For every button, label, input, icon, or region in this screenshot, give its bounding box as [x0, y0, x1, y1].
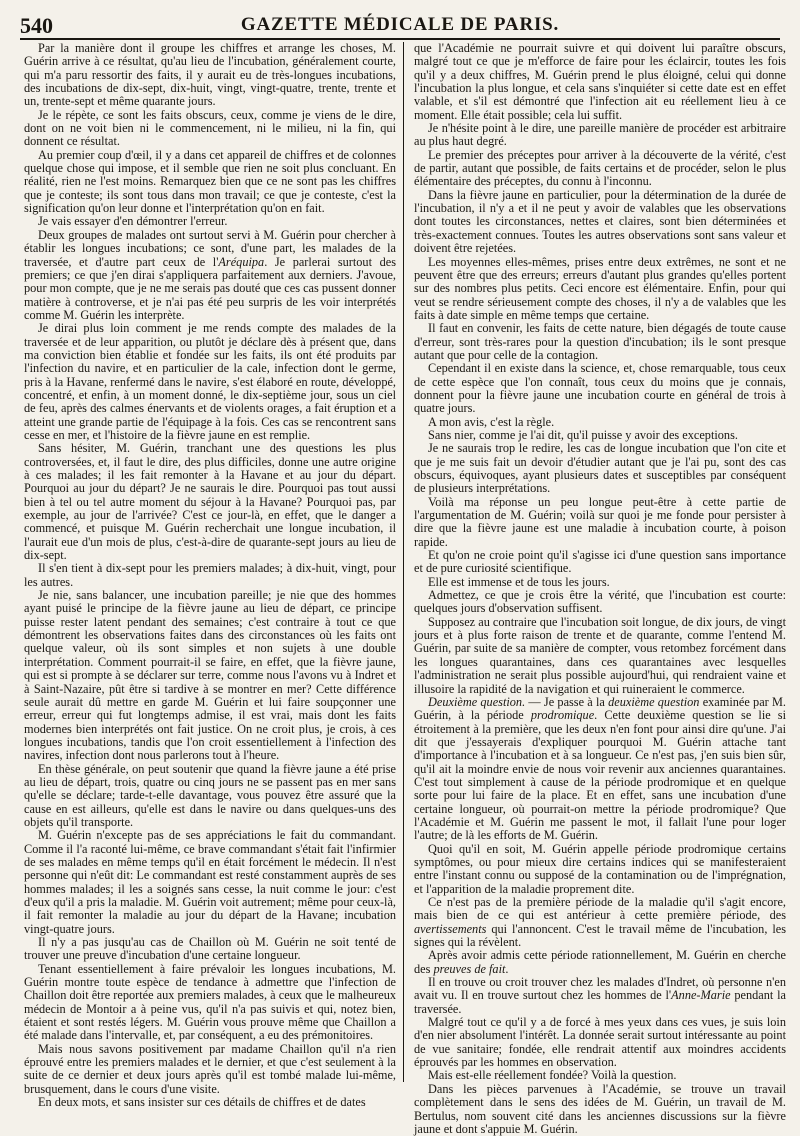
- paragraph: [24, 562, 396, 589]
- paragraph-text: .: [505, 961, 509, 976]
- paragraph: [24, 763, 396, 830]
- paragraph: [24, 963, 396, 1043]
- paragraph: [414, 149, 786, 189]
- paragraph-text: Il faut en convenir, les faits de cette nature, bien dégagés de toute cause d'erreur, sont très-rares pour la question d'incubation; ils le sont presque autant que pour celle de la contagion.: [414, 321, 786, 362]
- page-header: [20, 12, 780, 40]
- paragraph-text: Mais nous savons positivement par madame Chaillon qu'il n'a rien éprouvé entre les premiers malades et le dernier, et que c'est seulement à la suite de ce dernier et deux jours après qu'il est tombé malade lui-même, brusquement, dans le cours d'une visite.: [24, 1041, 396, 1096]
- paragraph: [24, 1096, 396, 1109]
- paragraph: [414, 122, 786, 149]
- paragraph-text: Dans la fièvre jaune en particulier, pour la détermination de la durée de l'incubation, il n'y a et il ne peut y avoir de valables que les observations dont toutes les circonstances, nettes et claires, sont bien déterminées et très-exactement connues. Toutes les autres observations sont sans valeur et doivent être rejetées.: [414, 187, 786, 256]
- paragraph-text: Par la manière dont il groupe les chiffres et arrange les choses, M. Guérin arrive à ce résultat, qu'au lieu de l'incubation, généralement courte, qui m'a paru ressortir des faits, il y aurait eu de très-longues incubations, des incubations de dix-sept, dix-huit, vingt, vingt-quatre, trente, trente et un, trente-sept et même quarante jours.: [24, 41, 396, 109]
- italic-text: deuxième question: [608, 694, 700, 709]
- left-text-column: [24, 41, 396, 1110]
- paragraph: [414, 442, 786, 495]
- paragraph: [414, 322, 786, 362]
- paragraph-text: Et qu'on ne croie point qu'il s'agisse ici d'une question sans importance et de pure curiosité scientifique.: [414, 548, 786, 576]
- paragraph: [414, 1069, 786, 1082]
- paragraph-text: Je ne saurais trop le redire, les cas de longue incubation que l'on cite et que je me suis fait un devoir d'étudier autant que je l'ai pu, sont des cas obscurs, équivoques, ayant plusieurs dates et susceptibles par conséquent de plusieurs interprétations.: [414, 441, 786, 496]
- paragraph-text: Dans les pièces parvenues à l'Académie, se trouve un travail complètement dans le sens des idées de M. Guérin, un travail de M. Bertulus, nom souvent cité dans les anciennes discussions sur la fièvre jaune et dont s'appuie M. Guérin.: [414, 1081, 786, 1136]
- right-text-column: [414, 41, 786, 1136]
- paragraph: [24, 1043, 396, 1096]
- paragraph: [24, 215, 396, 228]
- paragraph-text: . Je parlerai surtout des premiers; ce que j'en dirai s'appliquera parfaitement aux derniers. J'avoue, pour mon compte, que je ne me serais pas douté que ces cas pussent donner matière à controverse, et je n'ai pas été peu surpris de les voir interprétés comme M. Guérin les interprète.: [24, 254, 396, 322]
- paragraph-text: Ce n'est pas de la première période de la maladie qu'il s'agit encore, mais bien de ce qui est antérieur à cette première période, des: [414, 895, 786, 923]
- paragraph-text: Je vais essayer d'en démontrer l'erreur.: [38, 214, 228, 229]
- paragraph-text: Mais est-elle réellement fondée? Voilà la question.: [428, 1068, 677, 1083]
- paragraph-text: examinée par M. Guérin, à la période: [414, 694, 786, 723]
- paragraph-text: Il en trouve ou croit trouver chez les malades d'Indret, où personne n'en avait vu. Il en trouve surtout chez les hommes de l': [414, 975, 786, 1003]
- paragraph-text: En deux mots, et sans insister sur ces détails de chiffres et de dates: [38, 1095, 366, 1110]
- italic-heading: Deuxième question.: [428, 694, 526, 709]
- paragraph: [24, 149, 396, 216]
- paragraph: [24, 829, 396, 936]
- paragraph-text: Malgré tout ce qu'il y a de forcé à mes yeux dans ces vues, je suis loin d'en nier absolument l'intérêt. La donnée serait surtout intéressante au point de vue sanitaire; fondée, elle rendrait attentif aux moindres accidents éprouvés par les hommes en observation.: [414, 1015, 786, 1070]
- column-divider: [403, 42, 404, 1082]
- paragraph-text: Je dirai plus loin comment je me rends compte des malades de la traversée et de leur apparition, ou plutôt je déclare dès à présent que, dans ma conviction bien établie et fondée sur les faits, ils ont été produits par l'infection du navire, et en particulier de la cale, infection dont le germe, pris à la Havane, renfermé dans le navire, s'est élaboré en route, développé, concentré, et enfin, à un moment donné, le dix-septième jour, sous un ciel de feu, après des calmes énervants et de violents orages, a fait éruption et a atteint une grande partie de l'équipage à la fois. Ces cas se rencontrent sans cesse en mer, et l'histoire de la fièvre jaune en est remplie.: [24, 321, 396, 442]
- paragraph: [414, 42, 786, 122]
- paragraph-text: Quoi qu'il en soit, M. Guérin appelle période prodromique certains symptômes, ou pour mieux dire certains indices qui se manifesteraient entre l'instant connu ou supposé de la contamination ou de l'imprégnation, et l'apparition de la maladie proprement dite.: [414, 841, 786, 896]
- italic-text: Aréquipa: [218, 254, 265, 269]
- paragraph-text: Voilà ma réponse un peu longue peut-être à cette partie de l'argumentation de M. Guérin; voilà sur quoi je me fonde pour persister à dire que la fièvre jaune est une maladie à incubation courte, à poison rapide.: [414, 494, 786, 549]
- paragraph-text: Il n'y a pas jusqu'au cas de Chaillon où M. Guérin ne soit tenté de trouver une preuve d'incubation d'une certaine longueur.: [24, 935, 396, 963]
- paragraph: [414, 416, 786, 429]
- paragraph: [24, 109, 396, 149]
- paragraph: [414, 496, 786, 549]
- paragraph-text: Il s'en tient à dix-sept pour les premiers malades; à dix-huit, vingt, pour les autres.: [24, 561, 396, 589]
- paragraph: [24, 442, 396, 562]
- paragraph: [24, 42, 396, 109]
- paragraph: [414, 1016, 786, 1069]
- paragraph: [414, 589, 786, 616]
- paragraph-text: pendant la traversée.: [414, 988, 786, 1016]
- paragraph: [414, 362, 786, 415]
- paragraph-text: . Cette deuxième question se lie si étroitement à la première, que les deux n'en font pour ainsi dire qu'une. J'ai dit que j'essayerais d'expliquer pourquoi M. Guérin attache tant d'importance à l'incubation et à sa longueur. Ce n'est pas, j'en suis bien sûr, qu'il ait la moindre envie de nous voir revenir aux anciennes quarantaines. C'est tout simplement à cause de la période prodromique et en quelque sorte pour lui faire de la place. Et en effet, sans une incubation d'une certaine longueur, où pourrait-on mettre la période prodromique? Que l'Académie et M. Guérin me passent le mot, il fallait l'une pour loger l'autre; de là les efforts de M. Guérin.: [414, 708, 786, 843]
- paragraph: [24, 322, 396, 442]
- paragraph: [24, 229, 396, 322]
- paragraph: [414, 976, 786, 1016]
- paragraph: [414, 189, 786, 256]
- paragraph-text: Après avoir admis cette période rationnellement, M. Guérin en cherche des: [414, 948, 786, 976]
- paragraph: [414, 256, 786, 323]
- paragraph-text: que l'Académie ne pourrait suivre et qui doivent lui paraître obscurs, malgré tout ce que je m'efforce de faire pour les éclaircir, toutes les fois qu'il y a deux chiffres, M. Guérin prend le plus éloigné, celui qui donne l'incubation la plus longue, et cela sans s'inquiéter si cette date est en effet valable, et s'il est démontré que l'infection ait eu réellement lieu à ce moment. Elle était possible; cela lui suffit.: [414, 41, 786, 122]
- paragraph: [414, 576, 786, 589]
- paragraph: [414, 949, 786, 976]
- paragraph-text: Elle est immense et de tous les jours.: [428, 574, 610, 589]
- paragraph: [414, 896, 786, 949]
- paragraph-text: Sans nier, comme je l'ai dit, qu'il puisse y avoir des exceptions.: [428, 427, 738, 442]
- italic-text: Anne-Marie: [671, 988, 731, 1003]
- paragraph-text: Je le répète, ce sont les faits obscurs, ceux, comme je viens de le dire, dont on ne voit bien ni le commencement, ni le milieu, ni la fin, qui donnent ce résultat.: [24, 107, 396, 149]
- paragraph: [24, 936, 396, 963]
- italic-text: prodromique: [530, 708, 595, 723]
- paragraph-text: qui l'annoncent. C'est le travail même de l'incubation, les signes qui la révèlent.: [414, 921, 786, 950]
- paragraph: [414, 1083, 786, 1136]
- paragraph-text: Admettez, ce que je crois être la vérité, que l'incubation est courte: quelques jours d'observation suffisent.: [414, 588, 786, 616]
- italic-text: preuves de fait: [433, 961, 506, 976]
- paragraph-text: En thèse générale, on peut soutenir que quand la fièvre jaune a été prise au lieu de départ, trois, quatre ou cinq jours ne se passent pas en mer sans qu'elle se déclare; tarde-t-elle davantage, vous pouvez être assuré que la cause en est ailleurs, qu'elle est dans le navire ou dans quelques-uns des objets qu'il transporte.: [24, 761, 396, 829]
- paragraph-text: A mon avis, c'est la règle.: [428, 414, 555, 429]
- gazette-title: GAZETTE MÉDICALE DE PARIS.: [240, 14, 560, 35]
- paragraph-text: M. Guérin n'excepte pas de ses appréciations le fait du commandant. Comme il l'a raconté lui-même, ce brave commandant s'était fait l'infirmier de ses malades en même temps qu'il en était forcément le médecin. Il n'est personne qui n'eût dit: Le commandant est resté constamment auprès de ses hommes malades; il les a soignés sans cesse, la nuit comme le jour: c'est d'eux qu'il a pris la maladie. M. Guérin voit autrement; même pour ceux-là, il fait remonter la maladie au jour du départ de la Havane; incubation vingt-quatre jours.: [24, 828, 396, 936]
- paragraph-text: Le premier des préceptes pour arriver à la découverte de la vérité, c'est de partir, autant que possible, de faits certains et de procéder, selon le plus élémentaire des préceptes, du connu à l'inconnu.: [414, 147, 786, 189]
- italic-text: avertissements: [414, 921, 487, 936]
- paragraph-text: Je nie, sans balancer, une incubation pareille; je nie que des hommes ayant puisé le principe de la fièvre jaune au lieu de départ, ce principe puisse rester latent pendant des semaines; c'est contraire à tout ce que démontrent les observations faites dans des circonstances où les faits ont quelque valeur, où ils sont simples et non sujets à une double interprétation. Comment pourrait-il se faire, en effet, que la fièvre jaune, qui est si prompte à se déclarer sur terre, comme nous l'avons vu à Indret et à Saint-Nazaire, pût être si tardive à se montrer en mer? Cette différence seule aurait dû mettre en garde M. Guérin et lui faire soupçonner une erreur, erreur qui fut longtemps admise, il est vrai, mais dont les faits modernes bien interprétés ont fait justice. On ne croit plus, je crois, à ces longues incubations, tandis que l'on croit essentiellement à l'infection des navires, infection dont nous parlerons tout à l'heure.: [24, 588, 396, 763]
- paragraph-text: Je n'hésite point à le dire, une pareille manière de procéder est arbitraire au plus haut degré.: [414, 121, 786, 149]
- paragraph: [414, 696, 786, 843]
- paragraph: [414, 616, 786, 696]
- paragraph-text: Sans hésiter, M. Guérin, tranchant une des questions les plus controversées, et, il faut le dire, des plus difficiles, donne une autre origine à ces malades; il les fait remonter à la Havane et au jour du départ. Pourquoi au jour du départ? Je ne saurais le dire. Pourquoi pas tout aussi bien à tel ou tel autre moment du séjour à la Havane? Pourquoi pas, par exemple, au jour de l'arrivée? C'est ce jour-là, en effet, que le danger a commencé, et puisque M. Guérin recherchait une longue incubation, il l'aurait eue d'un mois de plus, c'est-à-dire de quarante-sept jours au lieu de dix-sept.: [24, 441, 396, 563]
- paragraph-text: Tenant essentiellement à faire prévaloir les longues incubations, M. Guérin montre toute espèce de tendance à admettre que l'infection de Chaillon doit être reportée aux premiers malades, à ceux que le malheureux médecin de Montoir a à peine vus, qu'il n'a pas suivis et qui, notez bien, étaient et sont restés légers. M. Guérin vous prouve même que Chaillon a été malade dans l'intervalle, et, par conséquent, a eu des prémonitoires.: [24, 961, 396, 1043]
- paragraph-text: Deux groupes de malades ont surtout servi à M. Guérin pour chercher à établir les longues incubations; ce sont, d'une part, les malades de la traversée, et d'autre part ceux de l': [24, 227, 396, 269]
- paragraph-text: Au premier coup d'œil, il y a dans cet appareil de chiffres et de colonnes quelque chose qui impose, et il semble que rien ne soit plus concluant. En réalité, rien ne l'est moins. Remarquez bien que ce ne sont pas les chiffres que je conteste; ils sont tous dans mon travail; ce que je conteste, c'est la signification qu'on leur donne et l'interprétation qu'on en fait.: [24, 147, 396, 216]
- page-number: 540: [20, 13, 53, 38]
- paragraph: [24, 589, 396, 762]
- paragraph: [414, 429, 786, 442]
- paragraph-text: Supposez au contraire que l'incubation soit longue, de dix jours, de vingt jours et à plus forte raison de trente et de quarante, comme l'entend M. Guérin, par suite de sa manière de compter, vous retombez forcément dans les longues quarantaines, dans ces quarantaines avec lesquelles l'administration ne serait plus possible aujourd'hui, qui rendraient vaine et illusoire la rapidité de la navigation et qui ruineraient le commerce.: [414, 614, 786, 696]
- paragraph-text: — Je passe à la: [525, 694, 609, 709]
- paragraph: [414, 549, 786, 576]
- paragraph-text: Cependant il en existe dans la science, et, chose remarquable, tous ceux de cette espèce que l'on connaît, tous ceux du moins que je connais, donnent pour la fièvre jaune une incubation courte en général de trois à quatre jours.: [414, 361, 786, 416]
- paragraph: [414, 843, 786, 896]
- paragraph-text: Les moyennes elles-mêmes, prises entre deux extrêmes, ne sont et ne peuvent être que des erreurs; erreurs d'autant plus grandes qu'elles portent sur des nombres plus petits. Ceci encore est élémentaire. Enfin, pour qui veut se rendre sérieusement compte des choses, il n'y a de valables que les faits à date simple en même temps que certaine.: [414, 254, 786, 322]
